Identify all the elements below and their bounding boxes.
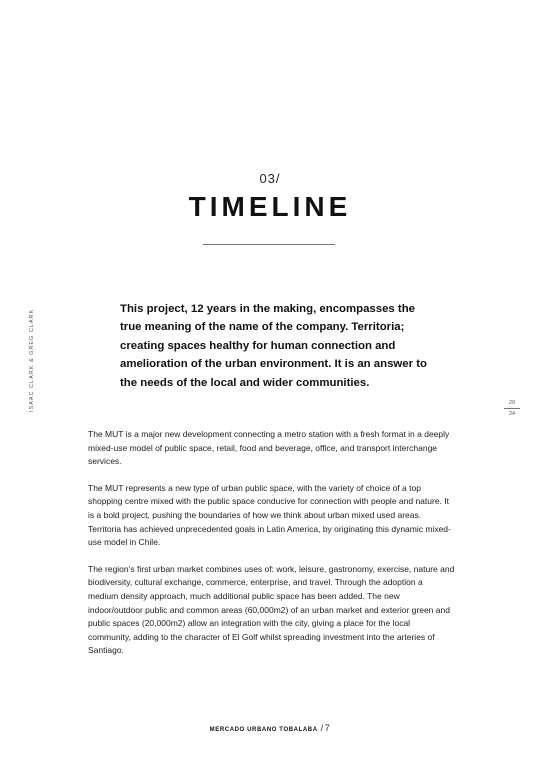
body-paragraph: The MUT represents a new type of urban public space, with the variety of choice of a top shopping centre mixed with the public space conducive for connection with people and nature. It is a bold project, pushing the boundaries of how we think about urban mixed used areas. Territoria has achieved unprecedented goals in Latin America, by originating this dynamic mixed-use model in Chile.: [88, 482, 451, 548]
section-title: TIMELINE: [188, 191, 352, 222]
page-fraction-denominator: 24: [508, 411, 516, 417]
footer-separator: /: [320, 723, 324, 733]
body-text: [88, 428, 455, 671]
side-credit: ISAAC CLARK & GREG CLARK: [29, 308, 35, 412]
page-footer: [0, 723, 540, 733]
title-divider: [203, 244, 335, 245]
page-fraction-numerator: 20: [504, 400, 520, 409]
page-fraction: [504, 400, 520, 417]
body-paragraph: The MUT is a major new development connecting a metro station with a fresh format in a deeply mixed-use model of public space, retail, food and beverage, office, and transport interchange services.: [88, 429, 450, 467]
page-number: 7: [324, 723, 331, 733]
body-paragraph: The region’s first urban market combines uses of: work, leisure, gastronomy, exercise, nature and biodiversity, cultural exchange, commerce, enterprise, and travel. Through the adoption a medium density approach, much additional public space has been added. The new indoor/outdoor public and common areas (60,000m2) of an urban market and exterior green and public spaces (20,000m2) allow an integration with the city, giving a place for the local community, adding to the character of El Golf whilst spreading investment into the arteries of Santiago.: [88, 563, 455, 656]
section-number: 03/: [259, 171, 281, 186]
intro-paragraph: This project, 12 years in the making, encompasses the true meaning of the name of the company. Territoria; creating spaces healthy for human connection and amelioration of the urban environment. It is an answer to the needs of the local and wider communities.: [120, 303, 427, 389]
publication-name: MERCADO URBANO TOBALABA: [209, 727, 318, 733]
